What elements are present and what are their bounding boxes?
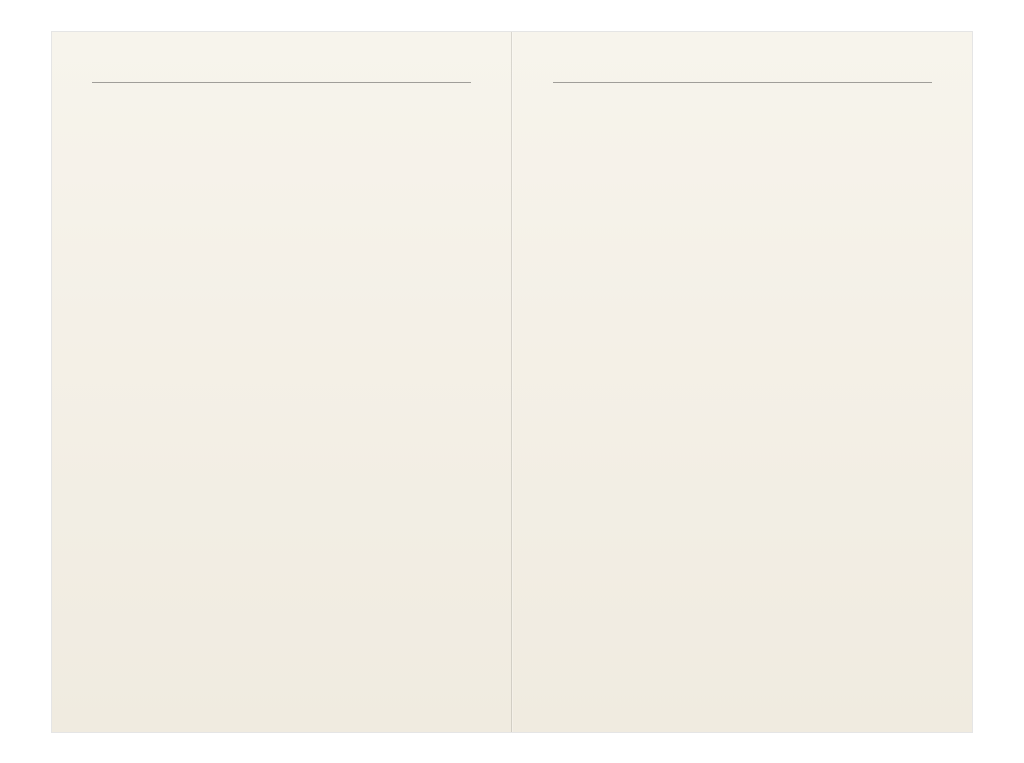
open-book	[52, 32, 972, 732]
right-running-head	[553, 74, 932, 83]
right-body	[553, 97, 932, 189]
right-page	[512, 32, 972, 732]
left-body	[92, 97, 471, 189]
left-running-head	[92, 74, 471, 83]
left-page	[52, 32, 512, 732]
